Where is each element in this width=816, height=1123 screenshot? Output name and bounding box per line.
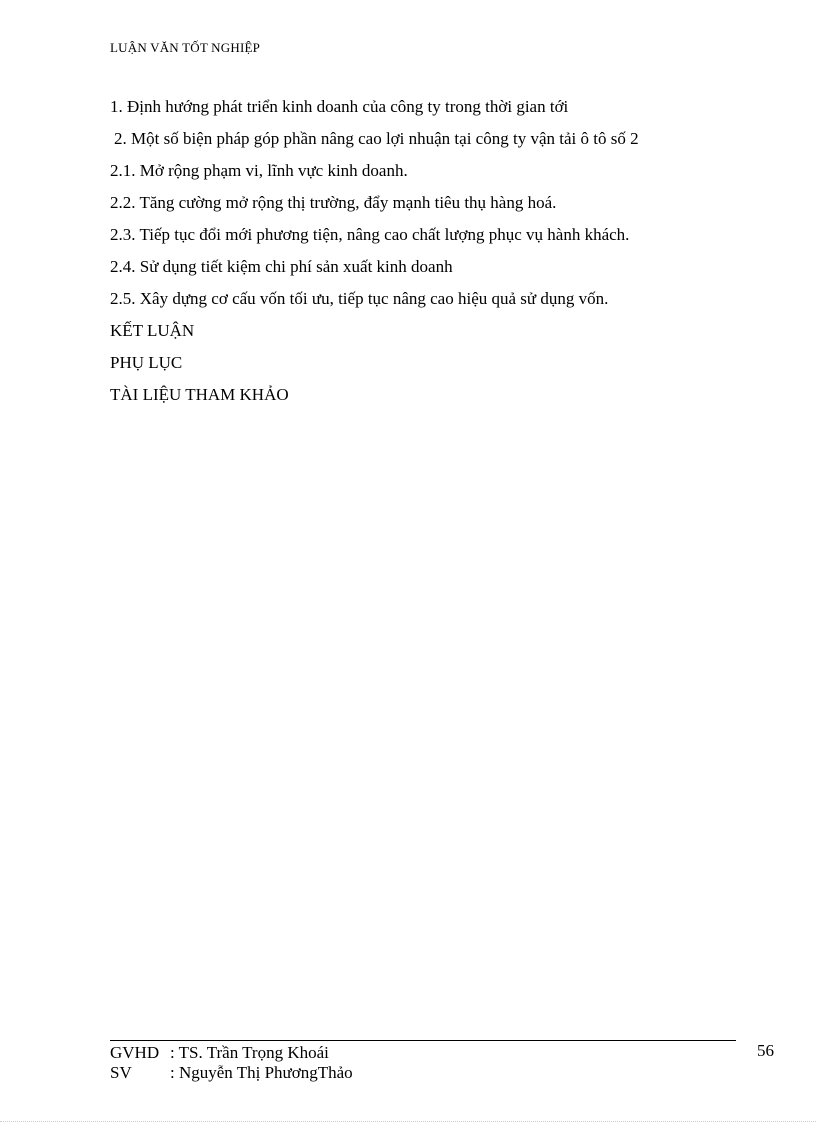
toc-item-appendix: PHỤ LỤC [110,353,183,372]
page-bottom-border [0,1121,816,1122]
student-label: SV [110,1063,132,1082]
toc-item-2-1: 2.1. Mở rộng phạm vi, lĩnh vực kinh doanh. [110,161,408,180]
page-number: 56 [757,1041,774,1060]
toc-item-1: 1. Định hướng phát triển kinh doanh của công ty trong thời gian tới [110,97,569,116]
toc-item-conclusion: KẾT LUẬN [110,321,195,340]
student-name: : Nguyễn Thị PhươngThảo [170,1063,353,1082]
toc-item-2: 2. Một số biện pháp góp phần nâng cao lợi nhuận tại công ty vận tải ô tô số 2 [114,129,639,148]
footer-info [110,1043,353,1083]
advisor-label: GVHD [110,1043,160,1062]
toc-item-references: TÀI LIỆU THAM KHẢO [110,385,289,404]
toc-item-2-5: 2.5. Xây dựng cơ cấu vốn tối ưu, tiếp tục nâng cao hiệu quả sử dụng vốn. [110,289,609,308]
advisor-name: : TS. Trần Trọng Khoái [170,1043,329,1062]
table-of-contents [110,96,750,416]
running-header: LUẬN VĂN TỐT NGHIỆP [110,40,261,55]
toc-item-2-4: 2.4. Sử dụng tiết kiệm chi phí sản xuất kinh doanh [110,257,453,276]
toc-item-2-2: 2.2. Tăng cường mở rộng thị trường, đẩy mạnh tiêu thụ hàng hoá. [110,193,557,212]
footer-divider [110,1040,736,1041]
toc-item-2-3: 2.3. Tiếp tục đổi mới phương tiện, nâng cao chất lượng phục vụ hành khách. [110,225,630,244]
footer-student-row [110,1063,353,1083]
footer-advisor-row [110,1043,353,1063]
